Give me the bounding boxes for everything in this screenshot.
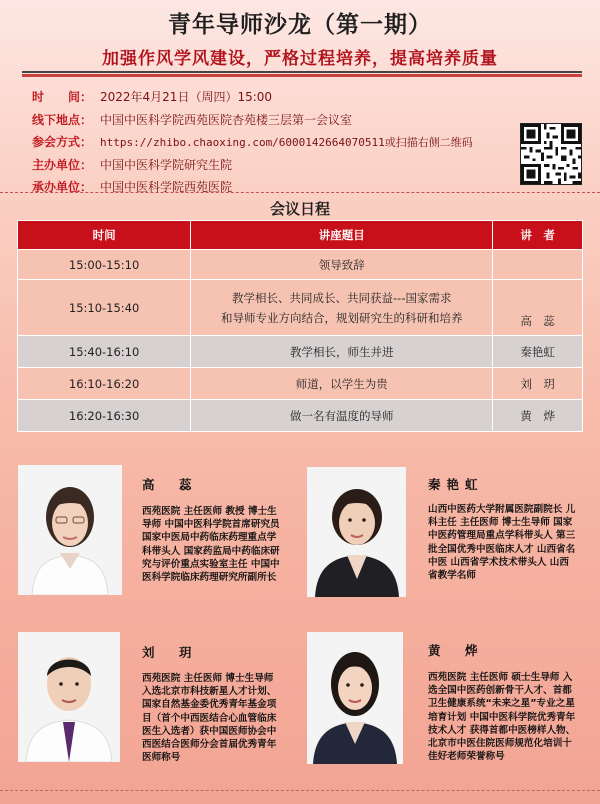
info-value: 中国中医科学院西苑医院杏苑楼三层第一会议室 [100, 112, 353, 127]
info-label: 时 间： [32, 90, 93, 104]
event-info [32, 86, 522, 199]
info-row-time [32, 86, 522, 109]
speaker-name: 黄 烨 [428, 643, 484, 658]
table-header-row [18, 221, 583, 250]
title-divider [22, 71, 582, 73]
info-label: 主办单位： [32, 157, 93, 172]
cell-topic: 教学相长，师生并进 [191, 336, 493, 368]
cell-speaker: 刘 玥 [493, 368, 583, 400]
table-row [18, 250, 583, 280]
cell-time: 16:20-16:30 [18, 400, 191, 432]
table-row [18, 368, 583, 400]
cell-speaker: 黄 烨 [493, 400, 583, 432]
page-title: 青年导师沙龙（第一期） [168, 12, 432, 38]
column-header-time: 时间 [18, 221, 191, 250]
info-value: 中国中医科学院研究生院 [100, 157, 233, 172]
info-row-host [32, 154, 522, 177]
speaker-bio: 西苑医院 主任医师 教授 博士生导师 中国中医科学院首席研究员国家中医局中药临床药理重点学科带头人 国家药监局中药临床研究与评价重点实验室主任 中国中医科学院临床药理研究所副所长 [142, 506, 280, 584]
table-row [18, 280, 583, 336]
speaker-photo-gao [18, 465, 122, 595]
attend-link[interactable]: https://zhibo.chaoxing.com/6000142664070511或扫描右侧二维码 [100, 136, 473, 149]
speaker-photo-liu [18, 632, 120, 762]
cell-topic: 做一名有温度的导师 [191, 400, 493, 432]
page-subtitle: 加强作风学风建设，严格过程培养，提高培养质量 [102, 49, 498, 69]
speaker-name: 高 蕊 [142, 477, 198, 492]
speaker-name: 刘 玥 [142, 645, 198, 660]
speaker-bio: 西苑医院 主任医师 博士生导师 入选北京市科技新星人才计划、国家自然基金委优秀青年基金项目（首个中西医结合心血管临床医生入选者）获中国医师协会中西医结合医师分会首届优秀青年医师称号 [142, 673, 277, 764]
info-row-attend [32, 131, 522, 154]
column-header-topic: 讲座题目 [191, 221, 493, 250]
info-row-location [32, 109, 522, 132]
speaker-bio: 山西中医药大学附属医院副院长 儿科主任 主任医师 博士生导师 国家中医药管理局重点学科带头人 第三批全国优秀中医临床人才 山西省名中医 山西省学术技术带头人 山西省教学名师 [428, 504, 576, 582]
speaker-bio: 西苑医院 主任医师 硕士生导师 入选全国中医药创新骨干人才、首都卫生健康系统“未来之星”专业之星培育计划 中国中医科学院优秀青年技术人才 获得首都中医榜样人物、北京市中医住院医师规范化培训十佳好老师荣誉称号 [428, 672, 576, 763]
schedule-table [17, 220, 583, 432]
info-label: 线下地点： [32, 112, 93, 127]
cell-time: 15:10-15:40 [18, 280, 191, 336]
speaker-name: 秦艳虹 [428, 477, 484, 492]
table-row [18, 336, 583, 368]
cell-time: 16:10-16:20 [18, 368, 191, 400]
column-header-speaker: 讲 者 [493, 221, 583, 250]
info-row-organizer [32, 176, 522, 199]
speaker-photo-huang [307, 632, 403, 764]
cell-topic: 领导致辞 [191, 250, 493, 280]
schedule-title: 会议日程 [269, 200, 330, 218]
qr-code-icon[interactable] [520, 123, 582, 185]
title-divider-accent [22, 74, 582, 77]
cell-speaker: 高 蕊 [493, 280, 583, 336]
info-label: 参会方式： [32, 135, 93, 149]
cell-topic-line: 教学相长、共同成长、共同获益---国家需求 [232, 290, 452, 305]
cell-topic: 师道，以学生为贵 [191, 368, 493, 400]
cell-topic [191, 280, 493, 336]
section-divider [0, 192, 600, 193]
table-row [18, 400, 583, 432]
cell-time: 15:40-16:10 [18, 336, 191, 368]
info-value: 中国中医科学院西苑医院 [100, 180, 233, 194]
info-value: 2022年4月21日（周四）15:00 [100, 90, 273, 104]
cell-topic-line: 和导师专业方向结合，规划研究生的科研和培养 [221, 310, 463, 325]
cell-time: 15:00-15:10 [18, 250, 191, 280]
speaker-photo-qin [307, 467, 406, 597]
cell-speaker [493, 250, 583, 280]
info-label: 承办单位： [32, 180, 93, 194]
cell-speaker: 秦艳虹 [493, 336, 583, 368]
footer-divider [0, 790, 600, 791]
